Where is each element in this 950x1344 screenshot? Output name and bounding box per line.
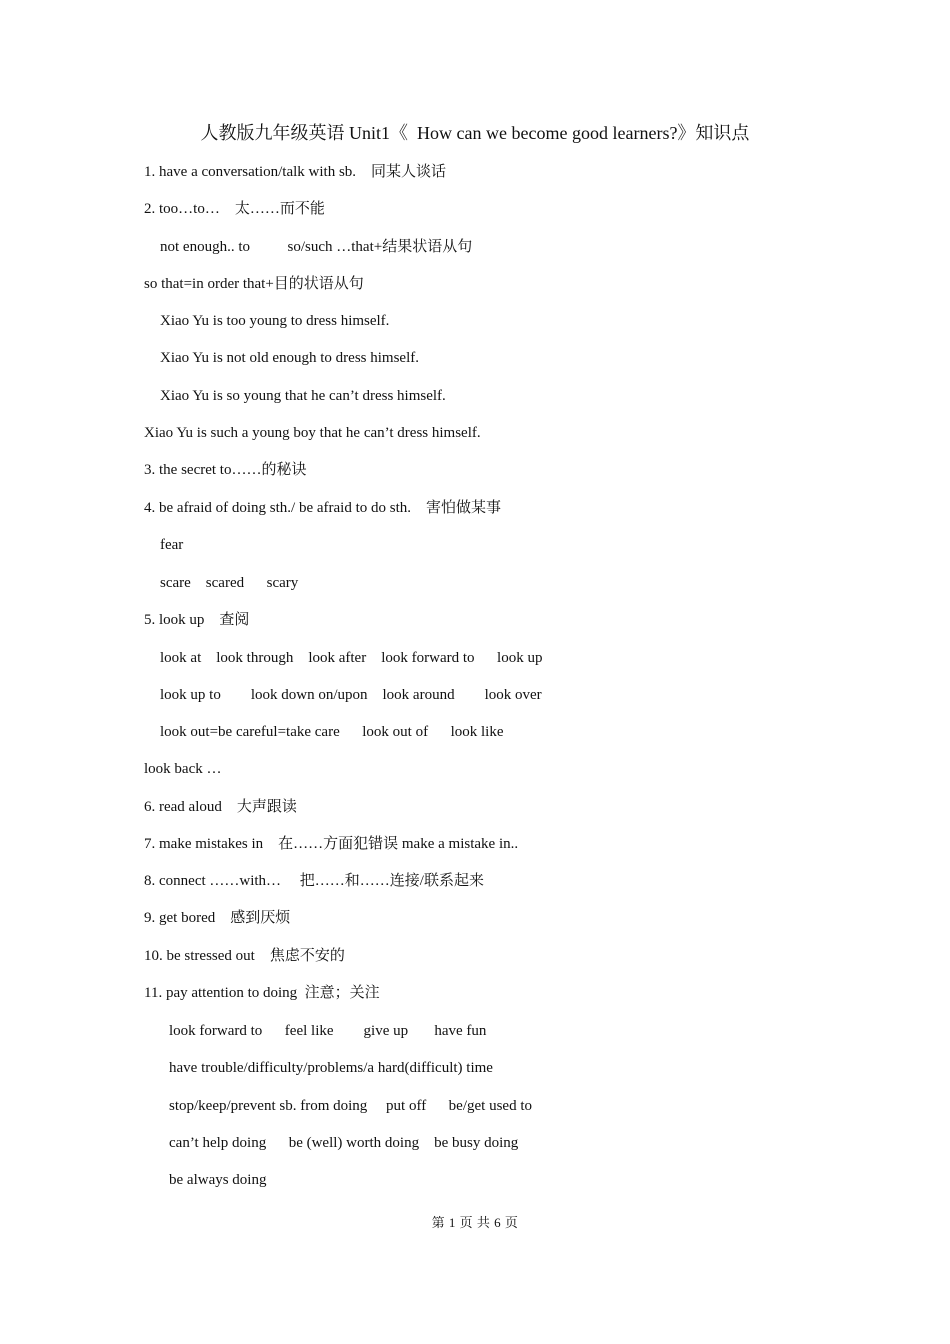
text-line: be always doing [169, 1172, 267, 1188]
text-line: 8. connect ……with… 把……和……连接/联系起来 [144, 873, 484, 889]
text-line: look at look through look after look forward to look up [160, 650, 543, 666]
text-line: 6. read aloud 大声跟读 [144, 799, 297, 815]
text-line: 5. look up 查阅 [144, 612, 250, 628]
document-title: 人教版九年级英语 Unit1《 How can we become good learners?》知识点 [200, 123, 750, 143]
text-line: not enough.. to so/such …that+结果状语从句 [160, 239, 473, 255]
text-line: look back … [144, 761, 222, 777]
text-line: Xiao Yu is such a young boy that he can’t dress himself. [144, 425, 481, 441]
text-line: 2. too…to… 太……而不能 [144, 201, 325, 217]
text-line: Xiao Yu is too young to dress himself. [160, 313, 390, 329]
text-line: look forward to feel like give up have fun [169, 1023, 487, 1039]
text-line: can’t help doing be (well) worth doing be busy doing [169, 1135, 519, 1151]
text-line: 4. be afraid of doing sth./ be afraid to do sth. 害怕做某事 [144, 500, 502, 516]
text-line: 9. get bored 感到厌烦 [144, 910, 291, 926]
text-line: so that=in order that+目的状语从句 [144, 276, 364, 292]
text-line: look out=be careful=take care look out of look like [160, 724, 504, 740]
text-line: look up to look down on/upon look around look over [160, 687, 542, 703]
text-line: 1. have a conversation/talk with sb. 同某人谈话 [144, 164, 447, 180]
text-line: 11. pay attention to doing 注意；关注 [144, 985, 380, 1001]
text-line: stop/keep/prevent sb. from doing put off be/get used to [169, 1098, 532, 1114]
text-line: 10. be stressed out 焦虑不安的 [144, 948, 345, 964]
text-line: 7. make mistakes in 在……方面犯错误 make a mistake in.. [144, 836, 519, 852]
text-line: scare scared scary [160, 575, 299, 591]
text-line: Xiao Yu is so young that he can’t dress himself. [160, 388, 446, 404]
text-line: have trouble/difficulty/problems/a hard(difficult) time [169, 1060, 493, 1076]
text-line: 3. the secret to……的秘诀 [144, 462, 307, 478]
page-footer: 第 1 页 共 6 页 [431, 1215, 519, 1230]
text-line: fear [160, 537, 184, 553]
text-line: Xiao Yu is not old enough to dress himself. [160, 350, 420, 366]
